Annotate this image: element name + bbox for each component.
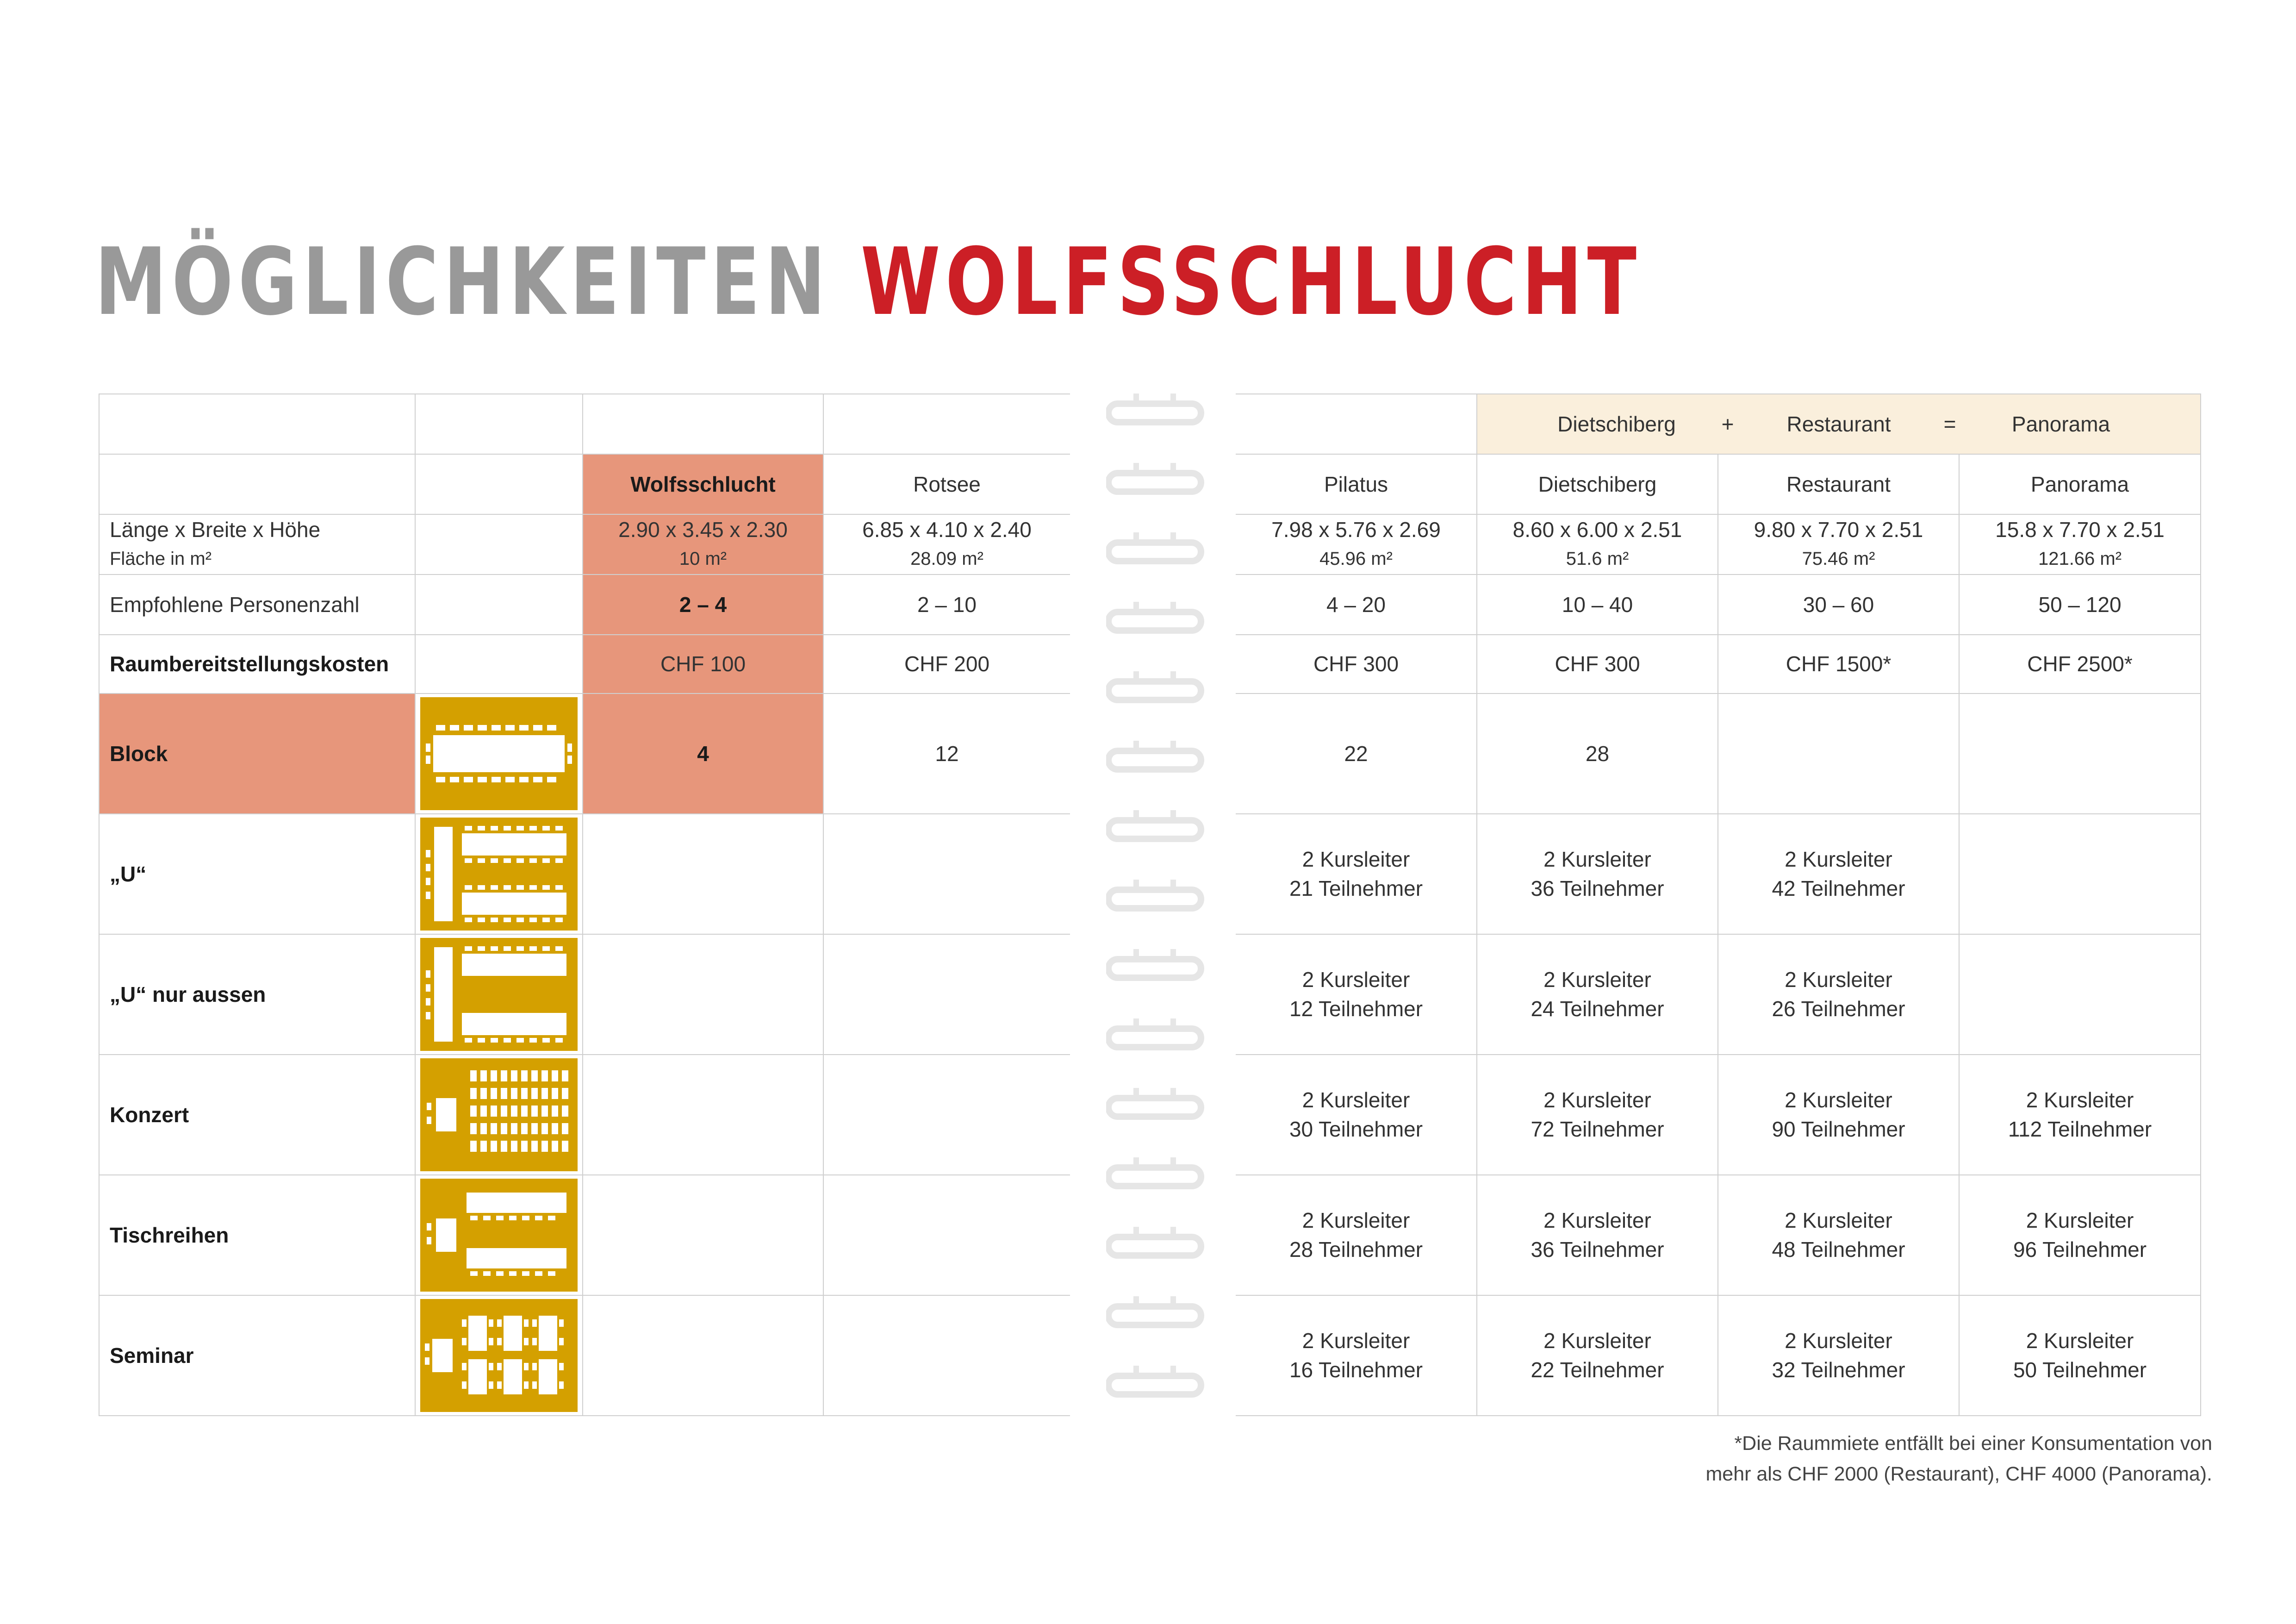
persons-label-bold: Personenzahl: [229, 592, 360, 617]
leaders: 2 Kursleiter: [1785, 968, 1892, 992]
dims-wolfsschlucht: [583, 514, 823, 575]
block-pilatus: 22: [1236, 693, 1477, 814]
table-rows-restaurant: [1718, 1175, 1959, 1295]
dims-restaurant: [1718, 514, 1959, 575]
empty-cell: [583, 394, 823, 454]
dims-value: 9.80 x 7.70 x 2.51: [1754, 518, 1923, 542]
empty-cell: [823, 1175, 1070, 1295]
footnote-line-1: *Die Raummiete entfällt bei einer Konsumentation von: [1734, 1432, 2212, 1455]
room-header-wolfsschlucht: Wolfsschlucht: [583, 454, 823, 514]
participants: 112 Teilnehmer: [2008, 1117, 2152, 1141]
cost-pilatus: CHF 300: [1236, 635, 1477, 693]
participants: 21 Teilnehmer: [1289, 876, 1423, 900]
block-wolfsschlucht: 4: [583, 693, 823, 814]
u-dietschiberg: [1477, 814, 1718, 934]
leaders: 2 Kursleiter: [1302, 968, 1410, 992]
title-part-red: WOLFSSCHLUCHT: [860, 228, 1642, 336]
participants: 32 Teilnehmer: [1772, 1358, 1905, 1382]
empty-cell: [99, 454, 415, 514]
cost-panorama: CHF 2500*: [1959, 635, 2201, 693]
leaders: 2 Kursleiter: [2026, 1088, 2134, 1112]
leaders: 2 Kursleiter: [1785, 1088, 1892, 1112]
leaders: 2 Kursleiter: [1302, 1208, 1410, 1232]
footnote-line-2: mehr als CHF 2000 (Restaurant), CHF 4000 (Panorama).: [1705, 1463, 2212, 1485]
persons-label: [99, 575, 415, 635]
participants: 22 Teilnehmer: [1531, 1358, 1664, 1382]
participants: 12 Teilnehmer: [1289, 997, 1423, 1021]
u-pilatus: [1236, 814, 1477, 934]
room-header-dietschiberg: Dietschiberg: [1477, 454, 1718, 514]
empty-cell: [583, 1295, 823, 1416]
combo-a: Dietschiberg: [1557, 412, 1676, 436]
empty-cell: [415, 454, 583, 514]
persons-label-plain: Empfohlene: [110, 592, 224, 617]
seminar-seating-icon: [415, 1295, 583, 1416]
persons-rotsee: 2 – 10: [823, 575, 1070, 635]
concert-panorama: [1959, 1055, 2201, 1175]
leaders: 2 Kursleiter: [1543, 1088, 1651, 1112]
participants: 16 Teilnehmer: [1289, 1358, 1423, 1382]
area-label: Fläche in m²: [110, 549, 212, 569]
participants: 42 Teilnehmer: [1772, 876, 1905, 900]
empty-cell: [823, 1055, 1070, 1175]
u-outside-panorama: [1959, 934, 2201, 1055]
room-header-panorama: Panorama: [1959, 454, 2201, 514]
participants: 28 Teilnehmer: [1289, 1237, 1423, 1262]
cost-dietschiberg: CHF 300: [1477, 635, 1718, 693]
leaders: 2 Kursleiter: [1543, 1329, 1651, 1353]
dimensions-label: [99, 514, 415, 575]
area-value: 121.66 m²: [2038, 549, 2122, 569]
leaders: 2 Kursleiter: [2026, 1208, 2134, 1232]
seminar-restaurant: [1718, 1295, 1959, 1416]
area-value: 28.09 m²: [910, 549, 983, 569]
area-value: 51.6 m²: [1566, 549, 1629, 569]
concert-pilatus: [1236, 1055, 1477, 1175]
persons-panorama: 50 – 120: [1959, 575, 2201, 635]
combo-plus: +: [1721, 412, 1734, 436]
dims-value: 15.8 x 7.70 x 2.51: [1995, 518, 2165, 542]
empty-cell: [415, 575, 583, 635]
area-value: 10 m²: [679, 549, 727, 569]
dims-value: 7.98 x 5.76 x 2.69: [1271, 518, 1441, 542]
cost-rotsee: CHF 200: [823, 635, 1070, 693]
u-panorama: [1959, 814, 2201, 934]
dims-panorama: [1959, 514, 2201, 575]
cost-restaurant: CHF 1500*: [1718, 635, 1959, 693]
spiral-binding-decoration: [1106, 394, 1213, 1421]
table-rows-pilatus: [1236, 1175, 1477, 1295]
concert-dietschiberg: [1477, 1055, 1718, 1175]
leaders: 2 Kursleiter: [1302, 1329, 1410, 1353]
participants: 30 Teilnehmer: [1289, 1117, 1423, 1141]
dims-value: 8.60 x 6.00 x 2.51: [1512, 518, 1682, 542]
u-restaurant: [1718, 814, 1959, 934]
area-value: 75.46 m²: [1802, 549, 1875, 569]
empty-cell: [1236, 394, 1477, 454]
leaders: 2 Kursleiter: [1543, 1208, 1651, 1232]
leaders: 2 Kursleiter: [1785, 1208, 1892, 1232]
block-panorama: [1959, 693, 2201, 814]
empty-cell: [823, 1295, 1070, 1416]
empty-cell: [823, 934, 1070, 1055]
table-rows-dietschiberg: [1477, 1175, 1718, 1295]
empty-cell: [823, 814, 1070, 934]
table-rows-panorama: [1959, 1175, 2201, 1295]
leaders: 2 Kursleiter: [1302, 847, 1410, 871]
persons-restaurant: 30 – 60: [1718, 575, 1959, 635]
combo-c: Panorama: [2011, 412, 2110, 436]
leaders: 2 Kursleiter: [2026, 1329, 2134, 1353]
area-value: 45.96 m²: [1319, 549, 1393, 569]
seminar-panorama: [1959, 1295, 2201, 1416]
participants: 48 Teilnehmer: [1772, 1237, 1905, 1262]
persons-wolfsschlucht: 2 – 4: [583, 575, 823, 635]
dims-dietschiberg: [1477, 514, 1718, 575]
empty-cell: [415, 394, 583, 454]
participants: 96 Teilnehmer: [2013, 1237, 2147, 1262]
table-rows-seating-icon: [415, 1175, 583, 1295]
dim-label: Länge x Breite x Höhe: [110, 518, 321, 542]
concert-seating-icon: [415, 1055, 583, 1175]
u-outside-dietschiberg: [1477, 934, 1718, 1055]
setup-label-u-outside: „U“ nur aussen: [99, 934, 415, 1055]
left-capacity-table: [99, 394, 1070, 1416]
title-part-grey: MÖGLICHKEITEN: [95, 228, 831, 336]
participants: 26 Teilnehmer: [1772, 997, 1905, 1021]
u-outside-pilatus: [1236, 934, 1477, 1055]
concert-restaurant: [1718, 1055, 1959, 1175]
block-dietschiberg: 28: [1477, 693, 1718, 814]
dims-value: 2.90 x 3.45 x 2.30: [618, 518, 788, 542]
setup-label-u: „U“: [99, 814, 415, 934]
block-seating-icon: [415, 693, 583, 814]
leaders: 2 Kursleiter: [1785, 847, 1892, 871]
block-restaurant: [1718, 693, 1959, 814]
room-header-restaurant: Restaurant: [1718, 454, 1959, 514]
participants: 72 Teilnehmer: [1531, 1117, 1664, 1141]
empty-cell: [415, 635, 583, 693]
participants: 50 Teilnehmer: [2013, 1358, 2147, 1382]
room-header-rotsee: Rotsee: [823, 454, 1070, 514]
empty-cell: [583, 934, 823, 1055]
leaders: 2 Kursleiter: [1543, 847, 1651, 871]
page-title: [95, 228, 1642, 336]
empty-cell: [583, 1175, 823, 1295]
cost-wolfsschlucht: CHF 100: [583, 635, 823, 693]
persons-dietschiberg: 10 – 40: [1477, 575, 1718, 635]
setup-label-concert: Konzert: [99, 1055, 415, 1175]
empty-cell: [823, 394, 1070, 454]
right-capacity-table: [1236, 394, 2201, 1416]
participants: 90 Teilnehmer: [1772, 1117, 1905, 1141]
empty-cell: [583, 1055, 823, 1175]
setup-label-seminar: Seminar: [99, 1295, 415, 1416]
block-rotsee: 12: [823, 693, 1070, 814]
empty-cell: [583, 814, 823, 934]
participants: 36 Teilnehmer: [1531, 1237, 1664, 1262]
seminar-dietschiberg: [1477, 1295, 1718, 1416]
leaders: 2 Kursleiter: [1302, 1088, 1410, 1112]
empty-cell: [415, 514, 583, 575]
combo-b: Restaurant: [1786, 412, 1891, 436]
footnote: [1597, 1428, 2212, 1489]
leaders: 2 Kursleiter: [1785, 1329, 1892, 1353]
seminar-pilatus: [1236, 1295, 1477, 1416]
dims-pilatus: [1236, 514, 1477, 575]
setup-label-table-rows: Tischreihen: [99, 1175, 415, 1295]
persons-pilatus: 4 – 20: [1236, 575, 1477, 635]
dims-rotsee: [823, 514, 1070, 575]
combination-header: [1477, 394, 2201, 454]
combo-equals: =: [1943, 412, 1956, 436]
u-outside-restaurant: [1718, 934, 1959, 1055]
participants: 36 Teilnehmer: [1531, 876, 1664, 900]
u-seating-icon: [415, 814, 583, 934]
u-outside-seating-icon: [415, 934, 583, 1055]
setup-label-block: Block: [99, 693, 415, 814]
room-header-pilatus: Pilatus: [1236, 454, 1477, 514]
empty-cell: [99, 394, 415, 454]
dims-value: 6.85 x 4.10 x 2.40: [862, 518, 1032, 542]
participants: 24 Teilnehmer: [1531, 997, 1664, 1021]
cost-label: Raumbereitstellungskosten: [99, 635, 415, 693]
leaders: 2 Kursleiter: [1543, 968, 1651, 992]
